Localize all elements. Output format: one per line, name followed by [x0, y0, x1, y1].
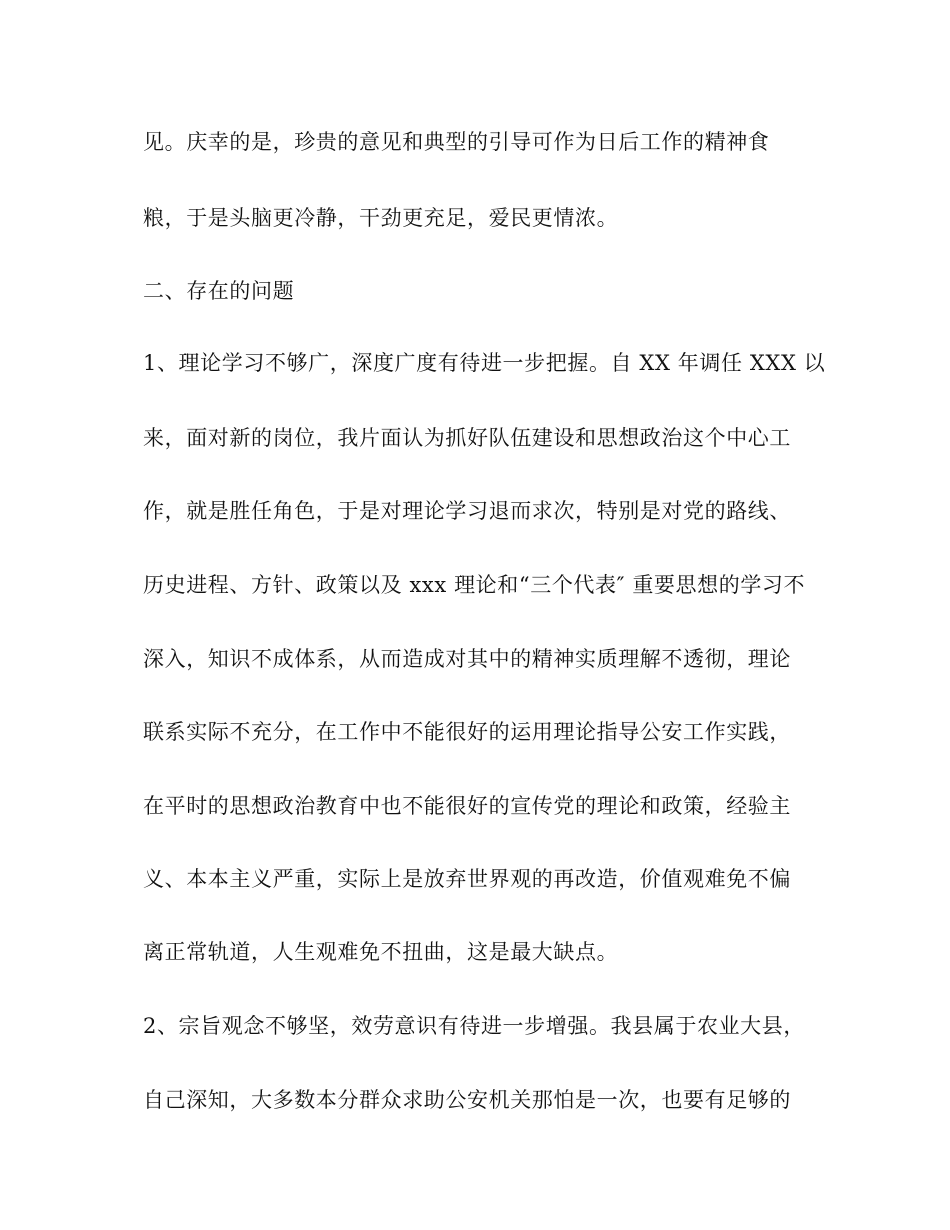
- paragraph-line-11: 义、本本主义严重，实际上是放弃世界观的再改造，价值观难免不偏: [143, 867, 791, 891]
- paragraph-line-10: 在平时的思想政治教育中也不能很好的宣传党的理论和政策，经验主: [143, 794, 791, 818]
- paragraph-line-8: 深入，知识不成体系，从而造成对其中的精神实质理解不透彻，理论: [143, 647, 791, 671]
- paragraph-line-5: 来，面对新的岗位，我片面认为抓好队伍建设和思想政治这个中心工: [143, 426, 791, 450]
- section-heading: 二、存在的问题: [143, 279, 295, 303]
- paragraph-line-4: 1、理论学习不够广，深度广度有待进一步把握。自 XX 年调任 XXX 以: [143, 351, 826, 375]
- paragraph-line-12: 离正常轨道，人生观难免不扭曲，这是最大缺点。: [143, 940, 619, 964]
- paragraph-line-2: 粮，于是头脑更冷静，干劲更充足，爱民更情浓。: [143, 206, 619, 230]
- paragraph-line-13: 2、宗旨观念不够坚，效劳意识有待进一步增强。我县属于农业大县，: [143, 1014, 805, 1038]
- paragraph-line-7: 历史进程、方针、政策以及 xxx 理论和“三个代表″ 重要思想的学习不: [143, 573, 806, 597]
- paragraph-line-9: 联系实际不充分，在工作中不能很好的运用理论指导公安工作实践，: [143, 720, 791, 744]
- paragraph-line-6: 作，就是胜任角色，于是对理论学习退而求次，特别是对党的路线、: [143, 499, 791, 523]
- paragraph-line-14: 自己深知，大多数本分群众求助公安机关那怕是一次，也要有足够的: [143, 1088, 791, 1112]
- paragraph-line-1: 见。庆幸的是，珍贵的意见和典型的引导可作为日后工作的精神食: [143, 130, 770, 154]
